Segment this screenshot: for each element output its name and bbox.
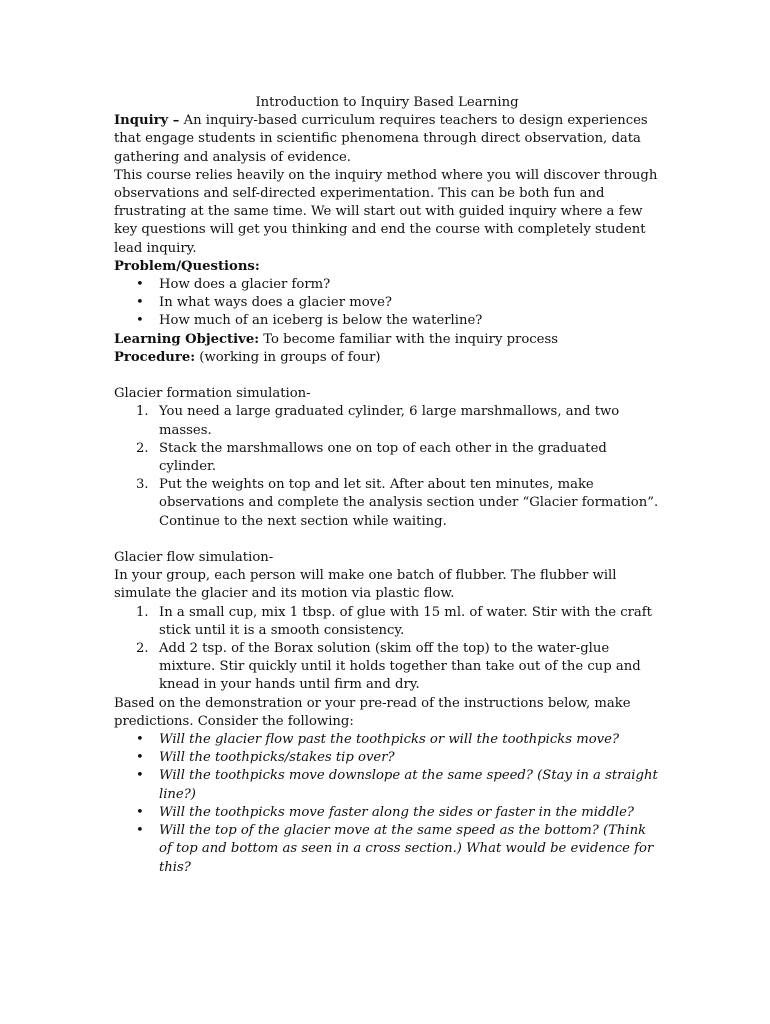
list-item <box>114 403 660 439</box>
list-item: • Will the toothpicks move faster along the sides or faster in the middle? <box>114 804 660 822</box>
list-item <box>114 476 660 531</box>
list-item <box>114 640 660 695</box>
problem-heading <box>114 258 660 276</box>
predict-intro: Based on the demonstration or your pre-read of the instructions below, make predictions. Consider the following: <box>114 695 631 729</box>
course-paragraph: This course relies heavily on the inquiry method where you will discover through observations and self-directed experimentation. This can be both fun and frustrating at the same time. We will start out with guided inquiry where a few key questions will get you thinking and end the course with completely student lead inquiry. <box>114 167 658 256</box>
inquiry-paragraph <box>114 112 660 167</box>
problem-heading-text: Problem/Questions: <box>114 258 260 274</box>
flow-steps <box>114 604 660 695</box>
objective-paragraph <box>114 331 660 349</box>
list-item: • Will the toothpicks/stakes tip over? <box>114 749 660 767</box>
step-number: 1. <box>136 404 149 420</box>
formation-heading: Glacier formation simulation- <box>114 386 311 402</box>
procedure-paragraph <box>114 349 660 367</box>
formation-steps <box>114 403 660 530</box>
step-text: Put the weights on top and let sit. After about ten minutes, make observations and complete the analysis section under “Glacier formation”. Continue to the next section while waiting. <box>159 477 659 529</box>
list-item <box>114 604 660 640</box>
document-title: Introduction to Inquiry Based Learning <box>255 95 519 110</box>
list-item: • Will the glacier flow past the toothpicks or will the toothpicks move? <box>114 731 660 749</box>
step-text: In a small cup, mix 1 tbsp. of glue with 15 ml. of water. Stir with the craft stick until it is a smooth consistency. <box>159 604 652 638</box>
prediction-list <box>114 731 660 877</box>
flow-heading: Glacier flow simulation- <box>114 550 274 566</box>
list-item: • How does a glacier form? <box>114 276 660 294</box>
list-item <box>114 440 660 476</box>
spacer <box>114 531 660 549</box>
objective-label: Learning Objective: <box>114 331 260 347</box>
problem-list <box>114 276 660 331</box>
list-item: • In what ways does a glacier move? <box>114 294 660 312</box>
step-text: Stack the marshmallows one on top of each other in the graduated cylinder. <box>159 440 607 475</box>
list-item: • Will the toothpicks move downslope at the same speed? (Stay in a straight line?) <box>114 767 660 803</box>
flow-intro: In your group, each person will make one batch of flubber. The flubber will simulate the glacier and its motion via plastic flow. <box>114 568 617 602</box>
objective-text: To become familiar with the inquiry process <box>259 331 559 347</box>
step-text: You need a large graduated cylinder, 6 large marshmallows, and two masses. <box>159 404 620 438</box>
step-number: 2. <box>136 440 149 456</box>
list-item: • Will the top of the glacier move at the same speed as the bottom? (Think of top and bottom as seen in a cross section.) What would be evidence for this? <box>114 822 660 877</box>
step-text: Add 2 tsp. of the Borax solution (skim off the top) to the water-glue mixture. Stir quickly until it holds together than take out of the cup and knead in your hands until firm and dry. <box>159 641 641 693</box>
step-number: 2. <box>136 641 149 657</box>
inquiry-label: Inquiry – <box>114 113 180 129</box>
procedure-label: Procedure: <box>114 349 196 365</box>
spacer <box>114 367 660 385</box>
step-number: 1. <box>136 604 149 620</box>
inquiry-text: An inquiry-based curriculum requires teachers to design experiences that engage students in scientific phenomena through direct observation, data gathering and analysis of evidence. <box>114 113 648 165</box>
procedure-text: (working in groups of four) <box>195 349 381 365</box>
list-item: • How much of an iceberg is below the waterline? <box>114 312 660 330</box>
step-number: 3. <box>136 477 149 493</box>
